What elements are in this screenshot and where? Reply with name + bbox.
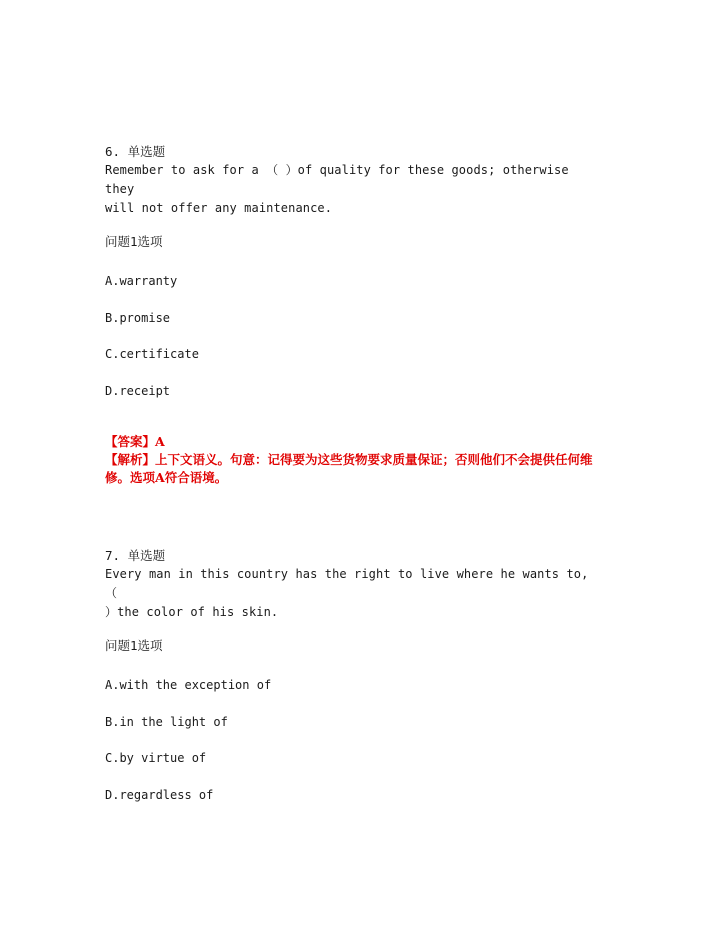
question-7-option-b[interactable]: B.in the light of — [105, 715, 228, 729]
question-7-option-c[interactable]: C.by virtue of — [105, 751, 207, 765]
question-6-analysis: 【解析】上下文语义。句意：记得要为这些货物要求质量保证；否则他们不会提供任何维修。选项A符合语境。 — [105, 452, 593, 485]
question-6-option-b[interactable]: B.promise — [105, 311, 171, 325]
question-6 — [105, 143, 605, 413]
question-6-option-c[interactable]: C.certificate — [105, 347, 199, 361]
question-7-stem: Every man in this country has the right to live where he wants to, （ ）the color of his skin. — [105, 567, 589, 619]
question-6-option-a[interactable]: A.warranty — [105, 274, 178, 288]
question-7-header: 7. 单选题 — [105, 548, 166, 563]
question-6-option-d[interactable]: D.receipt — [105, 384, 171, 398]
question-7-options-label: 问题1选项 — [105, 638, 163, 653]
question-7 — [105, 547, 605, 817]
question-7-option-d[interactable]: D.regardless of — [105, 788, 214, 802]
question-6-header: 6. 单选题 — [105, 144, 166, 159]
question-6-options-label: 问题1选项 — [105, 234, 163, 249]
question-6-answer: 【答案】A — [105, 434, 165, 449]
question-6-stem: Remember to ask for a （ ）of quality for these goods; otherwise they will not offer any maintenance. — [105, 163, 569, 215]
question-6-answer-block — [105, 433, 615, 487]
question-7-option-a[interactable]: A.with the exception of — [105, 678, 272, 692]
